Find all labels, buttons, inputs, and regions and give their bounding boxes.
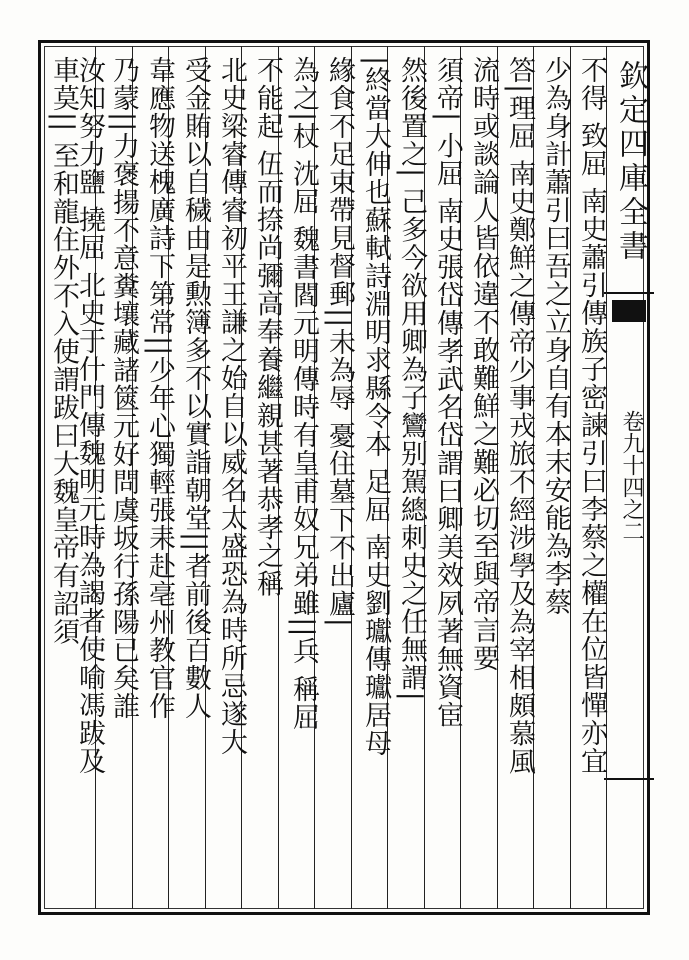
text-column-15: 汝知努力鹽 撓屈 北史于什門傳魏明元時為謁者使喻馮跋及 xyxy=(74,56,105,776)
text-column-8: 緣食不足束帶見督郵||未為辱 憂住墓下不出廬| xyxy=(324,56,355,628)
title-divider-top xyxy=(604,292,654,294)
text-column-6: 然後置之| 己多今欲用卿為子鸞别駕總刺史之任無謂| xyxy=(396,56,427,702)
text-column-4: 流時或談論人皆依違不敢難鮮之難必切至與帝言要 xyxy=(468,56,499,672)
fish-tail-mark xyxy=(612,300,646,322)
text-column-1: 不得 致屈 南史蕭引傳族子密諫引曰李蔡之權在位皆憚亦宜 xyxy=(576,56,607,776)
text-column-12: 受金賄以自穢由是勲簿多不以實詣朝堂||者前後百數人 xyxy=(180,56,211,721)
text-column-3: 答|理屈 南史鄭鮮之傳帝少事戎旅不經涉學及為宰相頗慕風 xyxy=(504,56,535,776)
text-column-9: 為之|杖 沈屈 魏書閻元明傳時有皇甫奴兄弟雖||兵 稱屈 xyxy=(288,56,319,732)
text-column-5: 須帝| 小屈 南史張岱傳孝武名岱謂曰卿美效夙著無資宦 xyxy=(432,56,463,730)
text-column-11: 北史梁睿傳睿初平王謙之始自以威名太盛恐為時所忌遂大 xyxy=(216,56,247,756)
book-title: 欽定四庫全書 xyxy=(613,60,648,264)
text-column-13: 韋應物送槐廣詩下第常||少年心獨輕張耒赴亳州教官作 xyxy=(144,56,175,721)
text-column-2: 少為身計蕭引曰吾之立身自有本末安能為李蔡 xyxy=(540,56,571,616)
title-divider-bottom xyxy=(604,778,654,780)
text-column-14: 乃蒙||力褒揚不意糞壤藏諸篋元好問虞坂行孫陽已矣誰 xyxy=(108,56,139,721)
text-column-7: |終當大伸也蘇軾詩淵明求縣令本 足屈 南史劉瓛傳瓛居母 xyxy=(360,56,391,758)
volume-label: 卷九十四之二 xyxy=(619,410,644,542)
text-column-10: 不能起 伍而捺尚彌高奉養繼親甚著恭孝之稱 xyxy=(252,56,283,598)
text-column-16: 車莫|| 至和龍住外不入使謂跋曰大魏皇帝有詔須 xyxy=(48,56,79,646)
